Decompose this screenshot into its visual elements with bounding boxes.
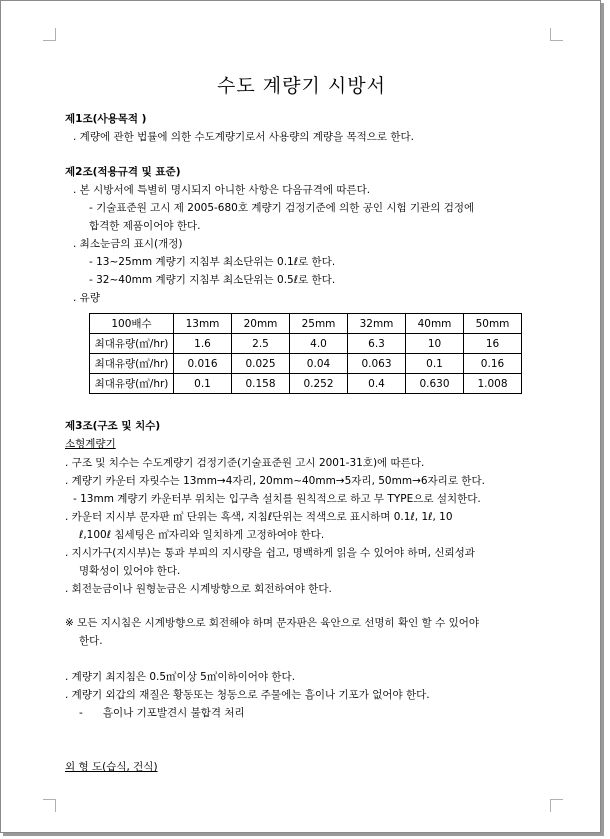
article3-line: - 13mm 계량기 카운터부 위치는 입구측 설치를 원칙적으로 하고 무 TYPE으로 설치한다. — [73, 493, 481, 505]
table-cell: 0.04 — [290, 354, 348, 374]
table-cell: 6.3 — [348, 334, 406, 354]
table-cell: 최대유량(㎥/hr) — [90, 374, 174, 394]
article3-line: . 계량기 외갑의 재질은 황동또는 청동으로 주물에는 흠이나 기포가 없어야 한다. — [65, 689, 430, 701]
table-header-cell: 40mm — [406, 314, 464, 334]
table-cell: 2.5 — [232, 334, 290, 354]
table-cell: 0.630 — [406, 374, 464, 394]
table-cell: 0.1 — [406, 354, 464, 374]
article1-line: . 계량에 관한 법률에 의한 수도계량기로서 사용량의 계량을 목적으로 한다. — [73, 131, 415, 143]
article2-line: - 13~25mm 계량기 지침부 최소단위는 0.1ℓ로 한다. — [89, 256, 336, 268]
table-header-cell: 25mm — [290, 314, 348, 334]
table-cell: 0.1 — [174, 374, 232, 394]
table-header-cell: 20mm — [232, 314, 290, 334]
table-cell: 0.016 — [174, 354, 232, 374]
table-row — [90, 334, 522, 354]
table-cell: 0.063 — [348, 354, 406, 374]
crop-mark-bottom-right — [550, 799, 563, 812]
article2-line: - 32~40mm 계량기 지침부 최소단위는 0.5ℓ로 한다. — [89, 274, 336, 286]
table-header-cell: 100배수 — [90, 314, 174, 334]
article2-line: . 유량 — [73, 292, 100, 304]
article3-line: . 구조 및 치수는 수도계량기 검정기준(기술표준원 고시 2001-31호)에 따른다. — [65, 457, 425, 469]
article3-line: . 지시가구(지시부)는 통과 부피의 지시량을 쉽고, 명백하게 읽을 수 있어야 하며, 신뢰성과 — [65, 547, 475, 559]
article3-line: . 계량기 최지침은 0.5㎥이상 5㎥이하이어야 한다. — [65, 671, 296, 683]
article3-line: . 카운터 지시부 문자판 ㎥ 단위는 흑색, 지침ℓ단위는 적색으로 표시하며 0.1ℓ, 1ℓ, 10 — [65, 511, 453, 523]
article3-line: . 회전눈금이나 원형눈금은 시계방향으로 회전하여야 한다. — [65, 583, 332, 595]
table-header-row — [90, 314, 522, 334]
article2-line: - 기술표준원 고시 제 2005-680호 계량기 검정기준에 의한 공인 시험 기관의 검정에 — [89, 202, 475, 214]
article2-line: . 본 시방서에 특별히 명시되지 아니한 사항은 다음규격에 따른다. — [73, 184, 371, 196]
table-cell: 0.252 — [290, 374, 348, 394]
article3-note: ※ 모든 지시침은 시계방향으로 회전해야 하며 문자판은 육안으로 선명히 확인 할 수 있어야 — [65, 617, 479, 629]
table-cell: 최대유량(㎥/hr) — [90, 334, 174, 354]
article3-subheading: 소형계량기 — [65, 438, 116, 450]
table-row — [90, 354, 522, 374]
crop-mark-bottom-left — [43, 799, 56, 812]
article3-line: - 흠이나 기포발견시 불합격 처리 — [79, 707, 245, 719]
document-title: 수도 계량기 시방서 — [217, 75, 386, 97]
table-cell: 1.6 — [174, 334, 232, 354]
article1-heading: 제1조(사용목적 ) — [65, 113, 147, 125]
external-drawing-label: 외 형 도(습식, 건식) — [65, 761, 158, 773]
crop-mark-top-left — [43, 28, 56, 41]
crop-mark-top-right — [550, 28, 563, 41]
article2-heading: 제2조(적용규격 및 표준) — [65, 166, 181, 178]
table-cell: 16 — [464, 334, 522, 354]
table-cell: 0.158 — [232, 374, 290, 394]
table-header-cell: 50mm — [464, 314, 522, 334]
article3-note: 한다. — [79, 635, 103, 647]
flow-rate-table — [89, 313, 522, 394]
table-cell: 1.008 — [464, 374, 522, 394]
table-row — [90, 374, 522, 394]
table-header-cell: 32mm — [348, 314, 406, 334]
table-header-cell: 13mm — [174, 314, 232, 334]
table-cell: 최대유량(㎥/hr) — [90, 354, 174, 374]
table-cell: 0.025 — [232, 354, 290, 374]
article3-line: 명확성이 있어야 한다. — [79, 565, 181, 577]
article2-line: 합격한 제품이어야 한다. — [89, 220, 201, 232]
table-cell: 10 — [406, 334, 464, 354]
article3-line: ℓ,100ℓ 침세팅은 ㎥자리와 일치하게 고정하여야 한다. — [79, 529, 325, 541]
table-cell: 0.16 — [464, 354, 522, 374]
table-cell: 4.0 — [290, 334, 348, 354]
article2-line: . 최소눈금의 표시(개정) — [73, 238, 183, 250]
article3-heading: 제3조(구조 및 치수) — [65, 420, 161, 432]
table-cell: 0.4 — [348, 374, 406, 394]
article3-line: . 계량기 카운터 자릿수는 13mm→4자리, 20mm~40mm→5자리, 50mm→6자리로 한다. — [65, 475, 485, 487]
